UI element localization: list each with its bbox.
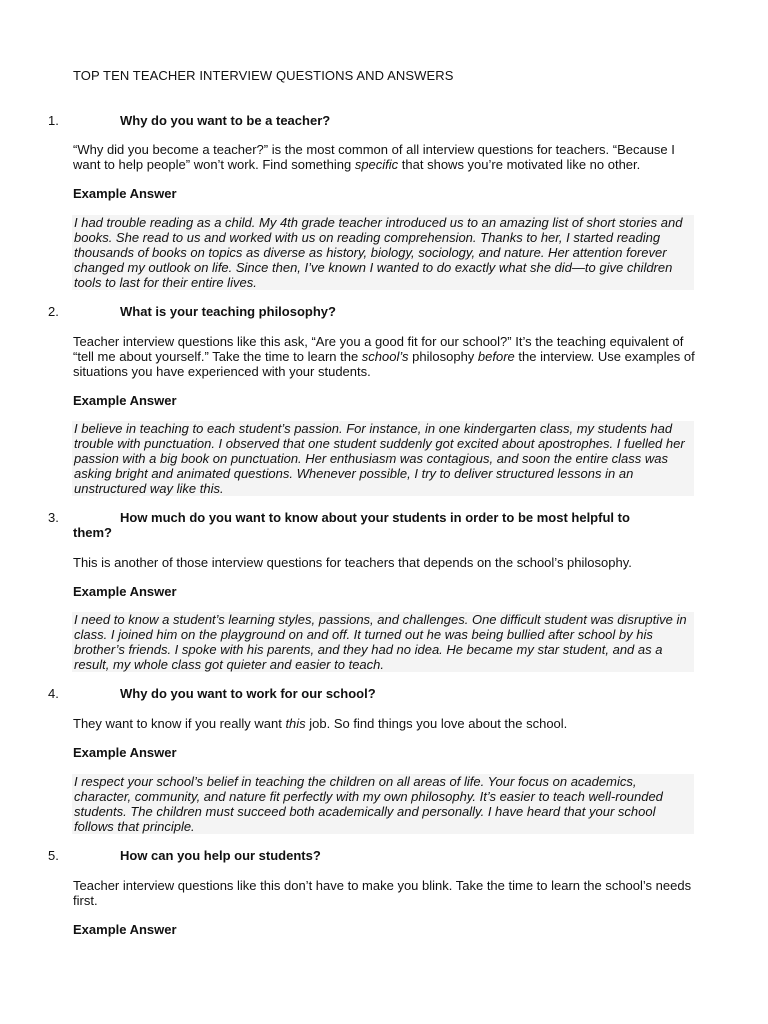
question-3-intro: This is another of those interview questions for teachers that depends on the school’s philosophy. (73, 555, 632, 570)
question-4-intro-emphasis: this (285, 716, 306, 731)
question-4-intro (73, 716, 695, 731)
question-1-example-answer: I had trouble reading as a child. My 4th grade teacher introduced us to an amazing list of short stories and books. She read to us and worked with us on reading comprehension. Thanks to her, I started reading thousands of books on topics as diverse as history, biology, sociology, and nature. Her attention forever changed my outlook on life. Since then, I’ve known I wanted to do exactly what she did—to give children tools to last for their entire lives. (72, 215, 694, 290)
question-5-number: 5. (48, 848, 59, 863)
question-2-example-label: Example Answer (73, 393, 177, 408)
question-4-example-label: Example Answer (73, 745, 177, 760)
question-2-intro (73, 334, 695, 379)
question-2-intro-emphasis-school: school’s (361, 349, 409, 364)
question-1-intro-emphasis: specific (354, 157, 399, 172)
question-4-heading: Why do you want to work for our school? (120, 686, 376, 701)
question-1-intro-text-a: “Why did you become a teacher?” is the most common of all interview questions for teachers. “Because I want to help people” won’t work. Find something (73, 142, 675, 172)
question-2-heading: What is your teaching philosophy? (120, 304, 336, 319)
question-1-heading: Why do you want to be a teacher? (120, 113, 331, 128)
question-3-heading-continued: them? (73, 525, 112, 540)
question-4-number: 4. (48, 686, 59, 701)
question-2-example-answer: I believe in teaching to each student’s passion. For instance, in one kindergarten class, my students had trouble with punctuation. I observed that one student suddenly got excited about apostrophes. I fuelled her passion with a big book on punctuation. Her enthusiasm was contagious, and soon the entire class was asking bright and animated questions. Whenever possible, I try to deliver structured lessons in an unstructured way like this. (72, 421, 694, 496)
question-5-example-label: Example Answer (73, 922, 177, 937)
question-2-number: 2. (48, 304, 59, 319)
question-3-heading: How much do you want to know about your students in order to be most helpful to (120, 510, 630, 525)
question-4-example-answer: I respect your school’s belief in teaching the children on all areas of life. Your focus on academics, character, community, and nature fit perfectly with my own philosophy. It’s easier to teach well-rounded students. The children must succeed both academically and personally. I have heard that your school follows that principle. (72, 774, 694, 834)
question-2-intro-text-c: the interview. Use examples of situations you have experienced with your students. (73, 349, 695, 379)
question-2-intro-emphasis-before: before (477, 349, 515, 364)
question-4-intro-text-b: job. So find things you love about the school. (305, 716, 568, 731)
question-5-intro: Teacher interview questions like this don’t have to make you blink. Take the time to learn the school’s needs first. (73, 878, 692, 908)
question-3-number: 3. (48, 510, 59, 525)
question-2-intro-text-b: philosophy (408, 349, 478, 364)
question-1-intro-text-b: that shows you’re motivated like no other. (398, 157, 641, 172)
question-3-example-answer: I need to know a student’s learning styles, passions, and challenges. One difficult student was disruptive in class. I joined him on the playground on and off. It turned out he was being bullied after school by his brother’s friends. I spoke with his parents, and they had no idea. He became my star student, and as a result, my whole class got quieter and easier to teach. (72, 612, 694, 672)
question-5-heading: How can you help our students? (120, 848, 321, 863)
question-1-number: 1. (48, 113, 59, 128)
question-1-example-label: Example Answer (73, 186, 177, 201)
question-1-intro (73, 142, 695, 172)
question-3-example-label: Example Answer (73, 584, 177, 599)
document-title: TOP TEN TEACHER INTERVIEW QUESTIONS AND ANSWERS (73, 68, 454, 83)
question-2-intro-text-a: Teacher interview questions like this ask, “Are you a good fit for our school?” It’s the teaching equivalent of “tell me about yourself.” Take the time to learn the (73, 334, 684, 364)
question-4-intro-text-a: They want to know if you really want (73, 716, 286, 731)
